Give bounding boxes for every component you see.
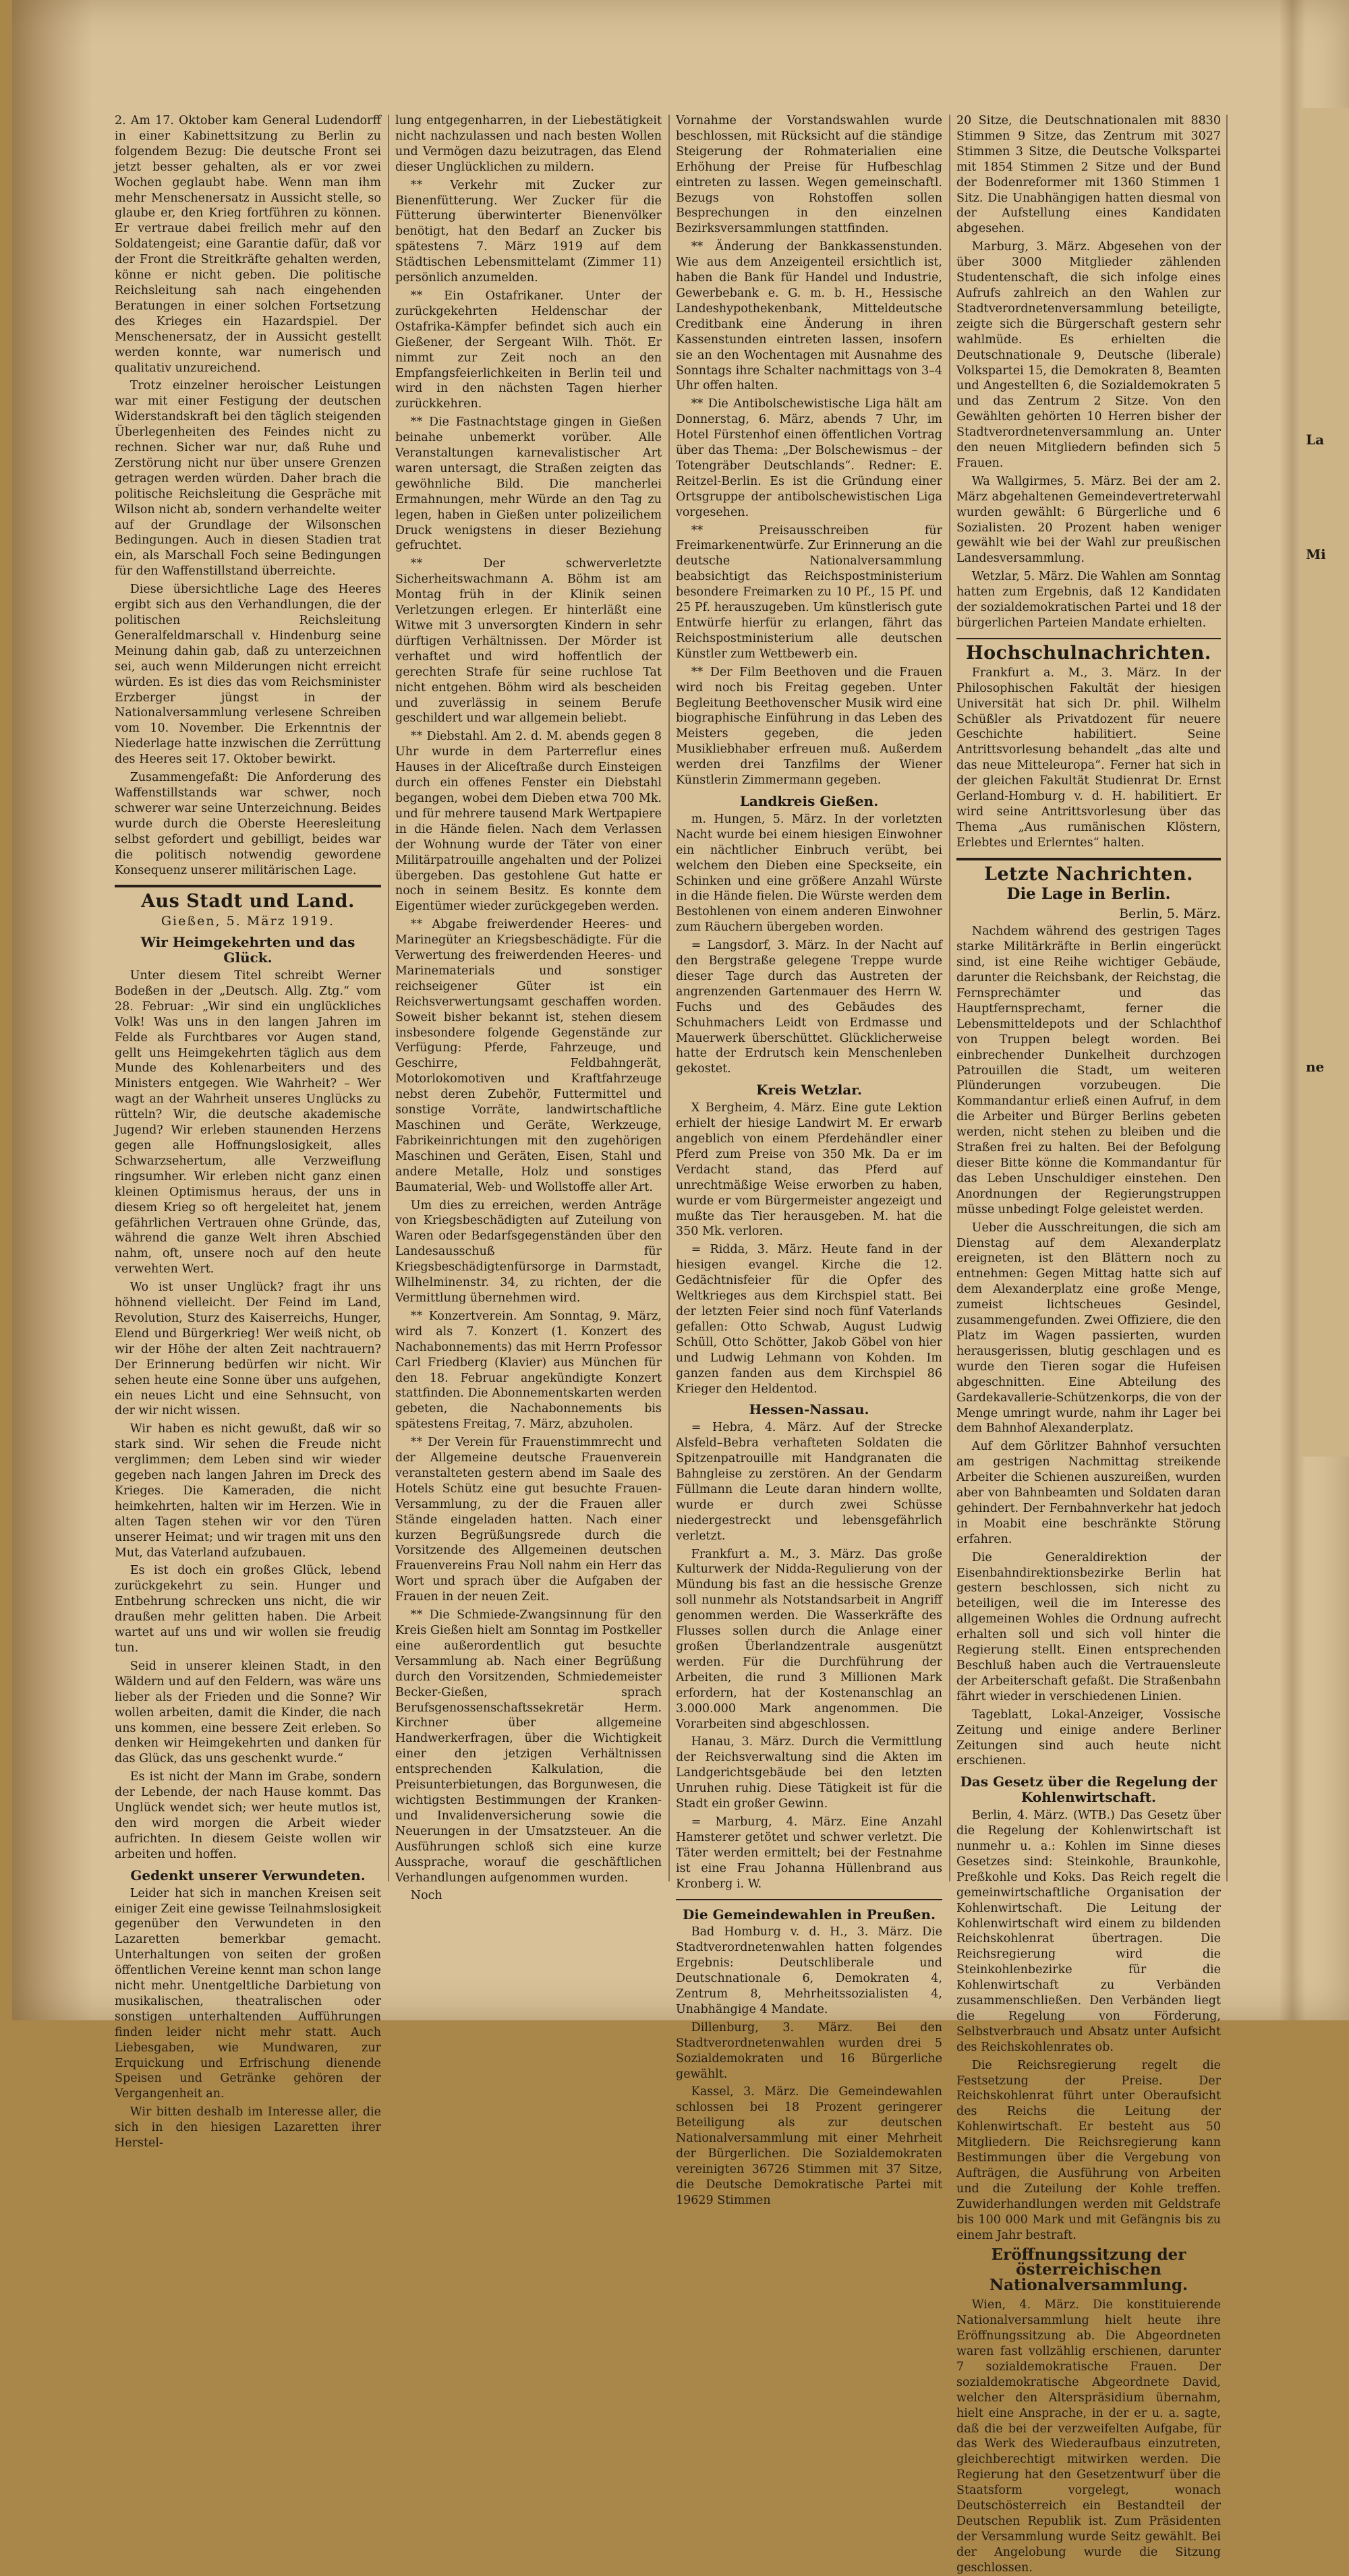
article-text: = Marburg, 4. März. Eine Anzahl Hamsterer getötet und schwer verletzt. Die Täter werden ermittelt; bei der Festnahme ist eine Frau Johanna Hüllenbrand aus Kronberg i. W. [676,1815,942,1891]
article-title: Die Lage in Berlin. [1006,884,1171,903]
article-text: Wir haben es nicht gewußt, daß wir so stark sind. Wir sehen die Freude nicht verglimmen; dem Leben sind wir wieder gegeben nach langen Jahren im Dreck des Krieges. Die Kameraden, die nicht heimkehrten, halten wir im Herzen. Wie in alten Tagen stehen wir vor den Türen unserer Heimat; und wir tragen mit uns den Mut, das Vaterland aufzubauen. [115,1422,381,1560]
article-text: Wetzlar, 5. März. Die Wahlen am Sonntag hatten zum Ergebnis, daß 12 Kandidaten der sozialdemokratischen Partei und 18 der bürgerlichen Parteien Mandate erhielten. [956,570,1221,630]
region-heading: Kreis Wetzlar. [756,1082,862,1099]
article-title: Wir Heimgekehrten und das Glück. [140,934,355,966]
article-text: Frankfurt a. M., 3. März. Das große Kulturwerk der Nidda-Regulierung von der Mündung bis fast an die hessische Grenze soll nunmehr als Notstandsarbeit in Angriff genommen werden. Die Wasserkräfte des Flusses sollen durch die Anlage einer großen Überlandzentrale ausgenützt werden. Für die Durchführung der Arbeiten, die rund 3 Millionen Mark erfordern, hat der Kostenanschlag an 3.000.000 Mark angenommen. Die Vorarbeiten sind abgeschlossen. [676,1547,942,1731]
article-text: Wa Wallgirmes, 5. März. Bei der am 2. März abgehaltenen Gemeindevertreterwahl wurden gewählt: 6 Bürgerliche und 6 Sozialisten. 20 Prozent haben weniger gewählt wie bei der Wahl zur preußischen Landesversammlung. [956,474,1221,566]
article-text: ** Änderung der Bankkassenstunden. Wie aus dem Anzeigenteil ersichtlich ist, haben die Bank für Handel und Industrie, Gewerbebank e. G. m. b. H., Hessische Landeshypothekenbank, Mitteldeutsche Creditbank eine Änderung in ihren Kassenstunden eintreten lassen, insofern sie an den Wochentagen mit Ausnahme des Sonntags ihre Schalter nachmittags von 3–4 Uhr offen halten. [676,240,942,393]
dateline: Berlin, 5. März. [1119,906,1221,921]
article-text: Die Generaldirektion der Eisenbahndirektionsbezirke Berlin hat gestern beschlossen, sich nicht zu beteiligen, weil die im Interesse des allgemeinen Wohles die Ordnung aufrecht erhalten soll und sich voll hinter die Regierung stellt. Einen entsprechenden Beschluß haben auch die Vertrauensleute der Arbeiterschaft gefaßt. Die Straßenbahn fährt wieder in verschiedenen Linien. [956,1550,1221,1703]
article-text: ** Der Film Beethoven und die Frauen wird noch bis Freitag gegeben. Unter Begleitung Beethovenscher Musik wird eine biographische Einführung in das Leben des Meisters gegeben, die jeden Musikliebhaber erfreuen muß. Außerdem werden drei Tanzfilms der Wiener Künstlerin Zimmermann gegeben. [676,665,942,788]
article-text: m. Hungen, 5. März. In der vorletzten Nacht wurde bei einem hiesigen Einwohner ein nächtlicher Einbruch verübt, bei welchem den Dieben eine Speckseite, ein Schinken und eine größere Anzahl Würste in die Hände fielen. Die Würste werden dem Bestohlenen von einem anderen Einwohner zum Räuchern übergeben worden. [676,812,942,935]
column-1 [115,113,381,2150]
region-heading: Landkreis Gießen. [739,792,879,809]
page-shadow [12,0,93,2020]
article-text: ** Konzertverein. Am Sonntag, 9. März, wird als 7. Konzert (1. Konzert des Nachabonnements) das mit Herrn Professor Carl Friedberg (Klavier) aus München für den 18. Februar angekündigte Konzert stattfinden. Die Abonnementskarten werden gebeten, die Nachabonnements bis spätestens Freitag, 7. März, abzuholen. [395,1309,662,1432]
article-text: Unter diesem Titel schreibt Werner Bodeßen in der „Deutsch. Allg. Ztg.“ vom 28. Februar: „Wir sind ein unglückliches Volk! Was uns in den langen Jahren im Felde als Furchtbares vor Augen stand, gellt uns Heimgekehrten täglich aus dem Munde des Kohlenarbeiters und des Ministers entgegen. Wie Wahrheit? – Wer wagt an der Wahrheit unseres Unglücks zu rütteln? Wir, die deutsche akademische Jugend? Wir erleben staunenden Herzens gegen alle Hoffnungslosigkeit, alles Schwarzsehertum, alle Verzweiflung ringsumher. Wir erleben nicht ganz einen kleinen Optimismus heraus, der uns in diesem Krieg so oft hergeleitet hat, jenem gefährlichen Vertrauen ohne Gründe, das, während die ganze Welt ihren Abschied nahm, oft, unsere noch auf den heute verwehten Wert. [115,969,381,1277]
article-text: Noch [410,1889,442,1903]
section-divider [676,1899,942,1900]
section-divider [956,638,1221,639]
article-text: ** Die Fastnachtstage gingen in Gießen beinahe unbemerkt vorüber. Alle Veranstaltungen karnevalistischer Art waren untersagt, die Straßen zeigten das gewöhnliche Bild. Die mancherlei Ermahnungen, mehr Würde an den Tag zu legen, haben in Gießen unter polizeilichem Druck wenigstens in dieser Beziehung gefruchtet. [395,415,662,553]
article-text: Es ist nicht der Mann im Grabe, sondern der Lebende, der nach Hause kommt. Das Unglück wendet sich; wer heute mutlos ist, den wird morgen die Arbeit wieder aufrichten. In diesem Geiste wollen wir arbeiten und hoffen. [115,1770,381,1861]
article-text: ** Diebstahl. Am 2. d. M. abends gegen 8 Uhr wurde in dem Parterreflur eines Hauses in der Aliceſtraße durch Einsteigen durch ein offenes Fenster ein Diebstahl begangen, wobei dem Dieben etwa 700 Mk. und für mehrere tausend Mark Wertpapiere in die Hände fielen. Nach dem Verlassen der Wohnung wurde der Täter von einer Militärpatrouille angehalten und der Polizei übergeben. Das gestohlene Gut hatte er noch in seinem Besitz. Es konnte dem Eigentümer wieder zurückgegeben werden. [395,730,662,914]
article-text: 20 Sitze, die Deutschnationalen mit 8830 Stimmen 9 Sitze, das Zentrum mit 3027 Stimmen 3 Sitze, die Deutsche Volkspartei mit 1854 Stimmen 2 Sitze und der Bund der Bodenreformer mit 1360 Stimmen 1 Sitz. Die Unabhängigen hatten diesmal von der Aufstellung eines Kandidaten abgesehen. [956,114,1221,236]
newspaper-page [12,0,1349,2575]
article-text: Frankfurt a. M., 3. März. In der Philosophischen Fakultät der hiesigen Universität hat sich Dr. phil. Wilhelm Schüßler als Privatdozent für neuere Geschichte habilitiert. Seine Antrittsvorlesung behandelt „das alte und das neue Mitteleuropa“. Ferner hat sich in der gleichen Fakultät Studienrat Dr. Ernst Gerland-Homburg v. d. H. habilitiert. Er wird seine Antrittsvorlesung über das Thema „Aus rumänischen Klöstern, Erlebtes und Erlerntes“ halten. [956,666,1221,850]
article-title: Die Gemeindewahlen in Preußen. [682,1906,936,1923]
article-text: Wien, 4. März. Die konstituierende Nationalversammlung hielt heute ihre Eröffnungssitzung ab. Die Abgeordneten waren fast vollzählig erschienen, darunter 7 sozialdemokratische Frauen. Der sozialdemokratische Abgeordnete David, welcher den Alterspräsidium übernahm, hielt eine Ansprache, in der er u. a. sagte, daß die bei der verzweifelten Aufgabe, für das Werk des Wiederaufbaus einzutreten, gleichberechtigt mitwirken werden. Die Regierung hat den Gesetzentwurf über die Staatsform vorgelegt, wonach Deutschösterreich ein Bestandteil der Deutschen Republik ist. Zum Präsidenten der Versammlung wurde Seitz gewählt. Bei der Angelobung wurde die Sitzung geschlossen. [956,2298,1221,2575]
column-rule [388,115,389,1881]
column-2 [395,113,662,1903]
section-heading: Letzte Nachrichten. [984,863,1193,885]
region-heading: Hessen-Nassau. [749,1401,869,1418]
article-text: Leider hat sich in manchen Kreisen seit einiger Zeit eine gewisse Teilnahmslosigkeit gegenüber den Verwundeten in den Lazaretten bemerkbar gemacht. Unterhaltungen von seiten der großen öffentlichen Vereine kennt man schon lange nicht mehr. Unentgeltliche Darbietung von musikalischen, theatralischen oder sonstigen unterhaltenden Aufführungen finden leider nicht mehr statt. Auch Liebesgaben, wie Mundwaren, zur Erquickung und Erfrischung dienende Speisen und Getränke gehören der Vergangenheit an. [115,1886,381,2101]
article-text: Hanau, 3. März. Durch die Vermittlung der Reichsverwaltung sind die Akten im Landgerichtsgebäude bei den letzten Unruhen ruhig. Diese Tätigkeit ist für die Stadt ein großer Gewinn. [676,1735,942,1811]
column-4 [956,113,1222,2575]
article-text: Die Reichsregierung regelt die Festsetzung der Preise. Der Reichskohlenrat führt unter Oberaufsicht des Reichs die Leitung der Kohlenwirtschaft. Er besteht aus 50 Mitgliedern. Die Reichsregierung kann Bestimmungen über die Vergebung von Aufträgen, die Ausführung von Arbeiten und die Zuteilung der Kohle treffen. Zuwiderhandlungen werden mit Geldstrafe bis 100 000 Mark und mit Gefängnis bis zu einem Jahr bestraft. [956,2058,1221,2242]
article-text: Seid in unserer kleinen Stadt, in den Wäldern und auf den Feldern, was wäre uns lieber als der Frieden und die Sonne? Wir wollen arbeiten, damit die Kinder, die nach uns kommen, eine bessere Zeit erleben. So denken wir Heimgekehrten und danken für das Glück, das uns geschenkt wurde.“ [115,1659,381,1766]
article-text: Ueber die Ausschreitungen, die sich am Dienstag auf dem Alexanderplatz ereigneten, ist den Blättern noch zu entnehmen: Gegen Mittag hatte sich auf dem Alexanderplatz eine große Menge, zumeist lichtscheues Gesindel, zusammengefunden. Zwei Offiziere, die den Platz im Wagen passierten, wurden herausgerissen, blutig geschlagen und es wurde den Tieren sogar die Hufeisen abgeschnitten. Eine Abteilung des Gardekavallerie-Schützenkorps, die von der Menge umringt wurde, nahm ihr Lager bei dem Bahnhof Alexanderplatz. [956,1221,1221,1436]
section-heading: Aus Stadt und Land. [141,891,355,912]
article-text: Auf dem Görlitzer Bahnhof versuchten am gestrigen Nachmittag streikende Arbeiter die Schienen auszureißen, wurden aber von Bahnbeamten und Soldaten daran gehindert. Der Fernbahnverkehr hat jedoch in Moabit eine beschränkte Störung erfahren. [956,1440,1221,1546]
article-text: Trotz einzelner heroischer Leistungen war mit einer Festigung der deutschen Widerstandskraft bei den täglich steigenden Überlegenheiten des Feindes nicht zu rechnen. Sicher war nur, daß Ruhe und Zerstörung nicht nur über unsere Grenzen getragen werden würden. Daher brach die politische Reichsleitung die Gespräche mit Wilson nicht ab, sondern verhandelte weiter auf der Grundlage der Wilsonschen Bedingungen. Auch in diesen Stadien trat ein, als Marschall Foch seine Bedingungen für den Waffenstillstand überreichte. [115,379,381,579]
article-text: ** Abgabe freiwerdender Heeres- und Marinegüter an Kriegsbeschädigte. Für die Verwertung des freiwerdenden Heeres- und Marinematerials und sonstiger reichseigener Güter ist ein Reichsverwertungsamt geschaffen worden. Soweit bisher bekannt ist, stehen diesem insbesondere folgende Gegenstände zur Verfügung: Pferde, Fahrzeuge, und Geschirre, Feldbahngerät, Motorlokomotiven und Kraftfahrzeuge nebst deren Zubehör, Futtermittel und sonstige Vorräte, landwirtschaftliche Maschinen und Geräte, Werkzeuge, Fabrikeinrichtungen mit den zugehörigen Maschinen und Geräten, Eisen, Stahl und andere Metalle, Holz und sonstiges Baumaterial, Web- und Wollstoffe aller Art. [395,918,662,1194]
article-text: Dillenburg, 3. März. Bei den Stadtverordnetenwahlen wurden drei 5 Sozialdemokraten und 16 Bürgerliche gewählt. [676,2020,942,2081]
article-text: Tageblatt, Lokal-Anzeiger, Vossische Zeitung und einige andere Berliner Zeitungen sind auch heute nicht erschienen. [956,1707,1221,1768]
adjacent-page-fragment: La [1306,432,1325,448]
article-text: Wir bitten deshalb im Interesse aller, die sich in den hiesigen Lazaretten ihrer Herstel- [115,2105,381,2150]
article-text: ** Ein Ostafrikaner. Unter der zurückgekehrten Heldenschar der Ostafrika-Kämpfer befindet sich auch ein Gießener, der Sergeant Wilh. Thöt. Er nimmt zur Zeit noch an den Empfangsfeierlichkeiten in Berlin teil und wird in den nächsten Tagen hierher zurückkehren. [395,289,662,411]
article-text: = Hebra, 4. März. Auf der Strecke Alsfeld–Bebra verhafteten Soldaten die Spitzenpatrouille mit Handgranaten die Bahngleise zu zerstören. An der Gendarm Füllmann die Leute daran hindern wollte, wurde er durch zwei Schüsse niedergestreckt und lebensgefährlich verletzt. [676,1421,942,1543]
section-divider [956,858,1221,860]
column-rule [668,115,670,1881]
article-text: ** Der schwerverletzte Sicherheitswachmann A. Böhm ist am Montag früh in der Klinik seinen Verletzungen erlegen. Er hinterläßt eine Witwe mit 3 unversorgten Kindern in sehr dürftigen Verhältnissen. Der Mörder ist verhaftet und wird hoffentlich der gerechten Strafe für seine ruchlose Tat nicht entgehen. Böhm wird als bescheiden und zuverlässig in seinem Berufe geschildert und war allgemein beliebt. [395,557,662,726]
article-text: Vornahme der Vorstandswahlen wurde beschlossen, mit Rücksicht auf die ständige Steigerung der Rohmaterialien eine Erhöhung der Preise für Hufbeschlag eintreten zu lassen. Wegen gemeinschaftl. Bezugs von Rohstoffen sollen Besprechungen in den einzelnen Bezirksversammlungen stattfinden. [676,114,942,236]
article-text: Diese übersichtliche Lage des Heeres ergibt sich aus den Verhandlungen, die der politischen Reichsleitung Generalfeldmarschall v. Hindenburg seine Meinung dahin gab, daß zu unterzeichnen sei, auch wenn Milderungen nicht erreicht würden. Es ist dies das vom Reichsminister Erzberger jüngst in der Nationalversammlung verlesene Schreiben vom 10. November. Die Erkenntnis der Niederlage hatte inzwischen die Zerrüttung des Heeres seit 17. Oktober bewirkt. [115,583,381,767]
adjacent-page-fragment: Mi [1306,546,1326,562]
article-text: ** Verkehr mit Zucker zur Bienenfütterung. Wer Zucker für die Fütterung überwinterter Bienenvölker benötigt, hat den Bedarf an Zucker bis spätestens 7. März 1919 auf dem Städtischen Lebensmittelamt (Zimmer 11) persönlich anzumelden. [395,178,662,285]
article-text: Bad Homburg v. d. H., 3. März. Die Stadtverordnetenwahlen hatten folgendes Ergebnis: Deutschliberale und Deutschnationale 6, Demokraten 4, Zentrum 8, Mehrheitssozialisten 4, Unabhängige 4 Mandate. [676,1925,942,2016]
article-text: Nachdem während des gestrigen Tages starke Militärkräfte in Berlin eingerückt sind, ist eine Reihe wichtiger Gebäude, darunter die Reichsbank, der Reichstag, die Fernsprechämter und das Hauptfernsprechamt, ferner die Lebensmitteldepots und der Schlachthof von Truppen belegt worden. Bei einbrechender Dunkelheit durchzogen Patrouillen die Stadt, um weiteren Plünderungen vorzubeugen. Die Kommandantur erließ einen Aufruf, in dem die Arbeiter und Bürger Berlins gebeten werden, nicht stehen zu bleiben und die Straßen frei zu halten. Bei der Befolgung dieser Bitte könne die Kommandantur für das Leben Unschuldiger einstehen. Den Anordnungen der Regierungstruppen müsse unbedingt Folge geleistet werden. [956,925,1222,1217]
article-text: Es ist doch ein großes Glück, lebend zurückgekehrt zu sein. Hunger und Entbehrung schrecken uns nicht, die wir draußen mehr gelitten haben. Die Arbeit wartet auf uns und wir wollen sie freudig tun. [115,1564,381,1655]
article-text: X Bergheim, 4. März. Eine gute Lektion erhielt der hiesige Landwirt M. Er erwarb angeblich von einem Pferdehändler einer Pferd zum Preise von 350 Mk. Da er im Verdacht stand, das Pferd auf unrechtmäßige Weise erworben zu haben, wurde er vom Bürgermeister angezeigt und mußte das Tier herausgeben. M. hat die 350 Mk. verloren. [676,1101,942,1239]
section-divider [115,885,381,887]
adjacent-page-fragment: ne [1306,1059,1325,1075]
article-text: Zusammengefaßt: Die Anforderung des Waffenstillstands war schwer, noch schwerer war seine Unterzeichnung. Beides wurde durch die Oberste Heeresleitung selbst gefordert und gebilligt, beides war die politisch notwendig gewordene Konsequenz unserer militärischen Lage. [115,771,381,877]
article-text: = Langsdorf, 3. März. In der Nacht auf den Bergstraße gelegene Treppe wurde dieser Tage durch das Austreten der angrenzenden Gartenmauer des Herrn W. Fuchs und des Gebäudes des Schuhmachers Leidt von Erdmasse und Mauerwerk überschüttet. Glücklicherweise hatte der Erdrutsch kein Menschenleben gekostet. [676,939,942,1076]
article-title: Eröffnungssitzung der österreichischen Nationalversammlung. [989,2245,1188,2295]
article-text: ** Der Verein für Frauenstimmrecht und der Allgemeine deutsche Frauenverein veranstalteten gestern abend im Saale des Hotels Schütz eine gut besuchte Frauen-Versammlung, zu der die Frauen aller Stände eingeladen hatten. Nach einer kurzen Begrüßungsrede durch die Vorsitzende des Allgemeinen deutschen Frauenvereins Frau Noll nahm ein Herr das Wort und sprach über die Aufgaben der Frauen in der neuen Zeit. [395,1436,662,1604]
article-title: Das Gesetz über die Regelung der Kohlenwirtschaft. [960,1774,1217,1806]
section-heading: Hochschulnachrichten. [966,642,1211,664]
column-rule [1226,115,1228,1881]
article-text: Wo ist unser Unglück? fragt ihr uns höhnend vielleicht. Der Feind im Land, Revolution, Sturz des Kaiserreichs, Hunger, Elend und Bürgerkrieg! Wer weiß nicht, ob wir der Höhe der alten Zeit nachtrauern? Der Erinnerung bedürfen wir nicht. Wir sehen heute eine Sonne über uns aufgehen, ein neues Licht und eine Sehnsucht, von der wir nicht wissen. [115,1281,381,1418]
article-text: lung entgegenharren, in der Liebestätigkeit nicht nachzulassen und nach besten Wollen und Vermögen dazu beizutragen, das Elend dieser Unglücklichen zu mildern. [395,114,662,174]
article-text: Marburg, 3. März. Abgesehen von der über 3000 Mitglieder zählenden Studentenschaft, die sich infolge eines Aufrufs zahlreich an den Wahlen zur Stadtverordnetenversammlung beteiligte, zeigte sich die Bürgerschaft gestern sehr wahlmüde. Es erhielten die Deutschnationale 9, Deutsche (liberale) Volkspartei 15, die Demokraten 8, Beamten und Angestellten 6, die Sozialdemokraten 5 und das Zentrum 2 Sitze. Von den Gewählten gehörten 10 Herren bisher der Stadtverordnetenversammlung an. Unter den neuen Mitgliedern befinden sich 5 Frauen. [956,240,1221,470]
article-text: 2. Am 17. Oktober kam General Ludendorff in einer Kabinettsitzung zu Berlin zu folgendem Bezug: Die deutsche Front sei jetzt besser gehalten, als er vor zwei Wochen geglaubt habe. Wenn man ihm mehr Menschenersatz in Aussicht stelle, so glaube er, den Krieg fortführen zu können. Er vertraue dabei freilich mehr auf den Soldatengeist; eine Garantie dafür, daß vor der Front die Streitkräfte gehalten werden, könne er nicht geben. Die politische Reichsleitung sah nach eingehenden Beratungen in einer solchen Fortsetzung des Krieges ein Hazardspiel. Der Menschenersatz, der in Aussicht gestellt werden konnte, war numerisch und qualitativ unzureichend. [115,114,381,375]
article-title: Gedenkt unserer Verwundeten. [130,1867,366,1883]
article-text: ** Die Schmiede-Zwangsinnung für den Kreis Gießen hielt am Sonntag im Postkeller eine außerordentlich gut besuchte Versammlung ab. Nach einer Begrüßung durch den Vorsitzenden, Schmiedemeister Becker-Gießen, sprach Berufsgenossenschaftssekretär Herm. Kirchner über allgemeine Handwerkerfragen, über die Wichtigkeit einer den jetzigen Verhältnissen entsprechenden Kalkulation, die Preisunterbietungen, das Borgunwesen, die wichtigsten Bestimmungen der Kranken- und Invalidenversicherung sowie die Neuerungen in der Umsatzsteuer. An die Ausführungen schloß sich eine kurze Aussprache, worauf die geschäftlichen Verhandlungen aufgenommen wurden. [395,1608,662,1885]
article-text: ** Preisausschreiben für Freimarkenentwürfe. Zur Erinnerung an die deutsche Nationalversammlung beabsichtigt das Reichspostministerium besondere Freimarken zu 10 Pf., 15 Pf. und 25 Pf. herauszugeben. Um künstlerisch gute Entwürfe hierfür zu erlangen, fährt das Reichspostministerium alle deutschen Künstler zum Wettbewerb ein. [676,523,942,661]
article-text: Kassel, 3. März. Die Gemeindewahlen schlossen bei 18 Prozent geringerer Beteiligung als zur deutschen Nationalversammlung mit einer Mehrheit der Bürgerlichen. Die Sozialdemokraten vereinigten 36726 Stimmen mit 37 Sitze, die Deutsche Demokratische Partei mit 19629 Stimmen [676,2085,942,2207]
article-text: ** Die Antibolschewistische Liga hält am Donnerstag, 6. März, abends 7 Uhr, im Hotel Fürstenhof einen öffentlichen Vortrag über das Thema: „Der Bolschewismus – der Totengräber Deutschlands“. Redner: E. Reitzel-Berlin. Es ist die Gründung einer Ortsgruppe der antibolschewistischen Liga vorgesehen. [676,397,942,519]
article-text: Berlin, 4. März. (WTB.) Das Gesetz über die Regelung der Kohlenwirtschaft ist nunmehr u. a.: Kohlen im Sinne dieses Gesetzes sind: Steinkohle, Braunkohle, Preßkohle und Koks. Das Reich regelt die gemeinwirtschaftliche Organisation der Kohlenwirtschaft. Die Leitung der Kohlenwirtschaft wird einem zu bildenden Reichskohlenrat übertragen. Die Reichsregierung wird die Steinkohlenbezirke für die Kohlenwirtschaft zu Verbänden zusammenschließen. Den Verbänden liegt die Regelung von Förderung, Selbstverbrauch und Absatz unter Aufsicht des Reichskohlenrates ob. [956,1809,1221,2054]
adjacent-page-strip [1300,108,1349,1457]
column-3 [676,113,942,2207]
dateline: Gießen, 5. März 1919. [161,914,335,929]
article-text: Um dies zu erreichen, werden Anträge von Kriegsbeschädigten auf Zuteilung von Waren oder Bedarfsgegenständen über den Landesausschuß für Kriegsbeschädigtenfürsorge in Darmstadt, Wilhelminenstr. 34, zu richten, der die Vermittlung übernehmen wird. [395,1198,662,1305]
column-rule [949,115,950,1881]
article-text: = Ridda, 3. März. Heute fand in der hiesigen evangel. Kirche die 12. Gedächtnisfeier für die Opfer des Weltkrieges aus dem Kirchspiel statt. Bei der letzten Feier sind noch fünf Vaterlands gefallen: Otto Schwab, August Ludwig Schüll, Otto Schötter, Jakob Göbel von hier und Ludwig Lehmann von Kohden. Im ganzen fanden aus dem Kirchspiel 86 Krieger den Heldentod. [676,1243,942,1396]
